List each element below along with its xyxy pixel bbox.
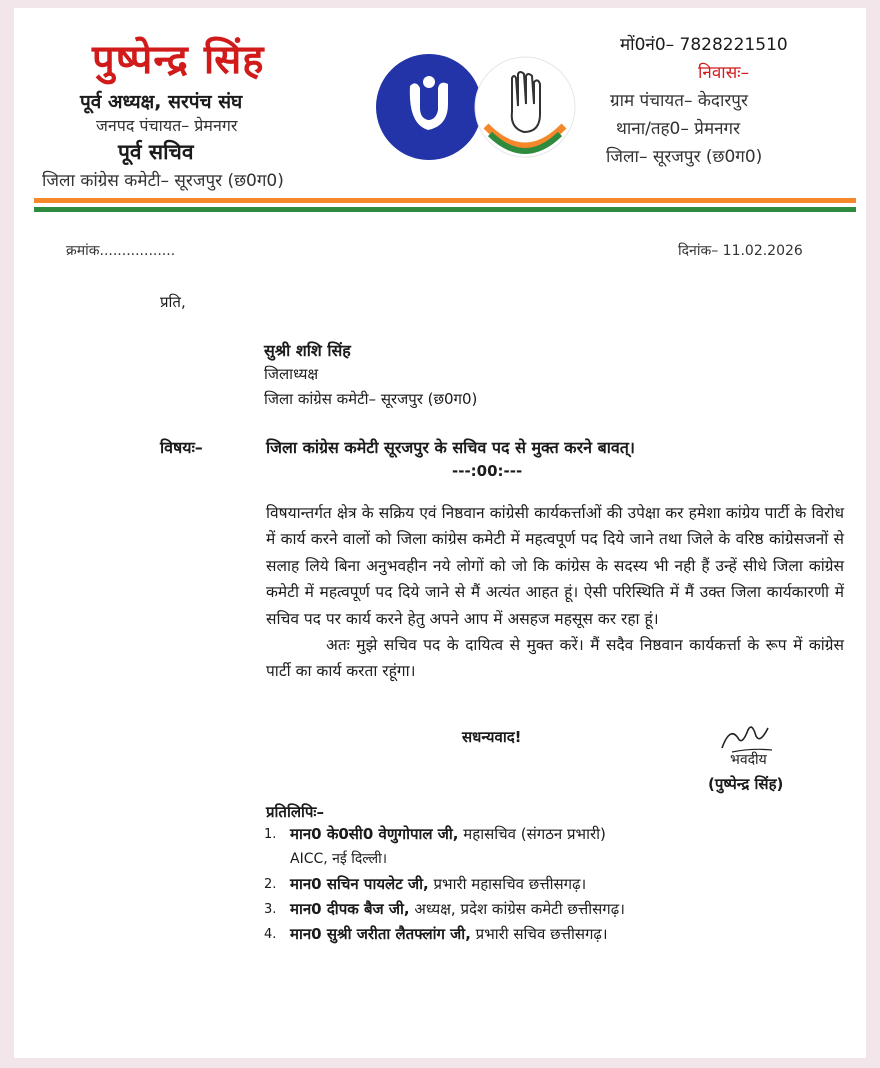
residence-label: निवासः–	[698, 63, 750, 83]
letterhead-title-4: जिला कांग्रेस कमेटी– सूरजपुर (छ0ग0)	[42, 171, 284, 191]
address-village: ग्राम पंचायत– केदारपुर	[610, 91, 748, 111]
subject-text: जिला कांग्रेस कमेटी सूरजपुर के सचिव पद से मुक्त करने बावत्।	[266, 438, 635, 457]
address-police-station: थाना/तह0– प्रेमनगर	[616, 119, 741, 139]
copy-item-1: 1. मान0 के0सी0 वेणुगोपाल जी, महासचिव (संगठन प्रभारी)	[264, 825, 606, 843]
copy-item-4: 4. मान0 सुश्री जरीता लैतफ्लांग जी, प्रभारी सचिव छत्तीसगढ़।	[264, 925, 608, 943]
signoff-name: (पुष्पेन्द्र सिंह)	[708, 775, 784, 793]
body-paragraph-2: अतः मुझे सचिव पद के दायित्व से मुक्त करें। मैं सदैव निष्ठवान कार्यकर्त्ता के रूप में कांग्रेस पार्टी का कार्य करता रहूंगा।	[266, 636, 844, 681]
reference-number: क्रमांक.................	[66, 243, 176, 259]
copies-list	[264, 822, 625, 947]
letter-body	[266, 500, 844, 685]
signoff-yours: भवदीय	[730, 752, 767, 768]
subject-divider: ---:00:---	[452, 462, 523, 480]
thanks-note: सधन्यवाद!	[462, 728, 522, 746]
letterhead-title-2: जनपद पंचायत– प्रेमनगर	[96, 116, 238, 135]
hand-symbol-glyph-icon	[376, 54, 482, 160]
copy-item-1-cont: AICC, नई दिल्ली।	[290, 851, 388, 867]
letterhead-title-3: पूर्व सचिव	[118, 140, 194, 164]
salutation: प्रति,	[160, 293, 186, 311]
recipient-name: सुश्री शशि सिंह	[264, 341, 351, 360]
congress-hand-logo-icon	[472, 54, 578, 160]
mobile-number: मों0नं0– 7828221510	[620, 35, 788, 55]
recipient-designation: जिलाध्यक्ष	[264, 365, 319, 383]
address-district: जिला– सूरजपुर (छ0ग0)	[606, 147, 763, 167]
copies-label: प्रतिलिपिः–	[266, 803, 324, 821]
copy-item-3: 3. मान0 दीपक बैज जी, अध्यक्ष, प्रदेश कांग्रेस कमेटी छत्तीसगढ़।	[264, 900, 625, 918]
subject-label: विषयः–	[160, 438, 203, 457]
body-paragraph-1: विषयान्तर्गत क्षेत्र के सक्रिय एवं निष्ठवान कांग्रेसी कार्यकर्त्ताओं की उपेक्षा कर हमेशा कांग्रेय पार्टी के विरोध में कार्य करने वालों को जिला कांग्रेस कमेटी में महत्वपूर्ण पद दिये जाने तथा जिले के वरिष्ठ कांग्रेसजनों से सलाह लिये बिना अनुभवहीन नये लोगों को जो कि कांग्रेस के सदस्य भी नही हैं उन्हें सीधे जिला कांग्रेस कमेटी में महत्वपूर्ण पद दिये जाने से मैं अत्यंत आहत हूं। ऐसी परिस्थिति में मैं उक्त जिला कार्यकारणी में सचिव पद पर कार्य करने हेतु अपने आप में असहज महसूस कर रहा हूं।	[266, 504, 844, 628]
letterhead-title-1: पूर्व अध्यक्ष, सरपंच संघ	[80, 91, 243, 113]
letter-date: दिनांक– 11.02.2026	[678, 243, 803, 259]
green-stripe	[34, 207, 856, 212]
recipient-office: जिला कांग्रेस कमेटी– सूरजपुर (छ0ग0)	[264, 390, 478, 408]
letterhead-name: पुष्पेन्द्र सिंह	[92, 37, 265, 83]
letter-sheet	[14, 8, 866, 1058]
copy-item-2: 2. मान0 सचिन पायलेट जी, प्रभारी महासचिव छत्तीसगढ़।	[264, 875, 587, 893]
